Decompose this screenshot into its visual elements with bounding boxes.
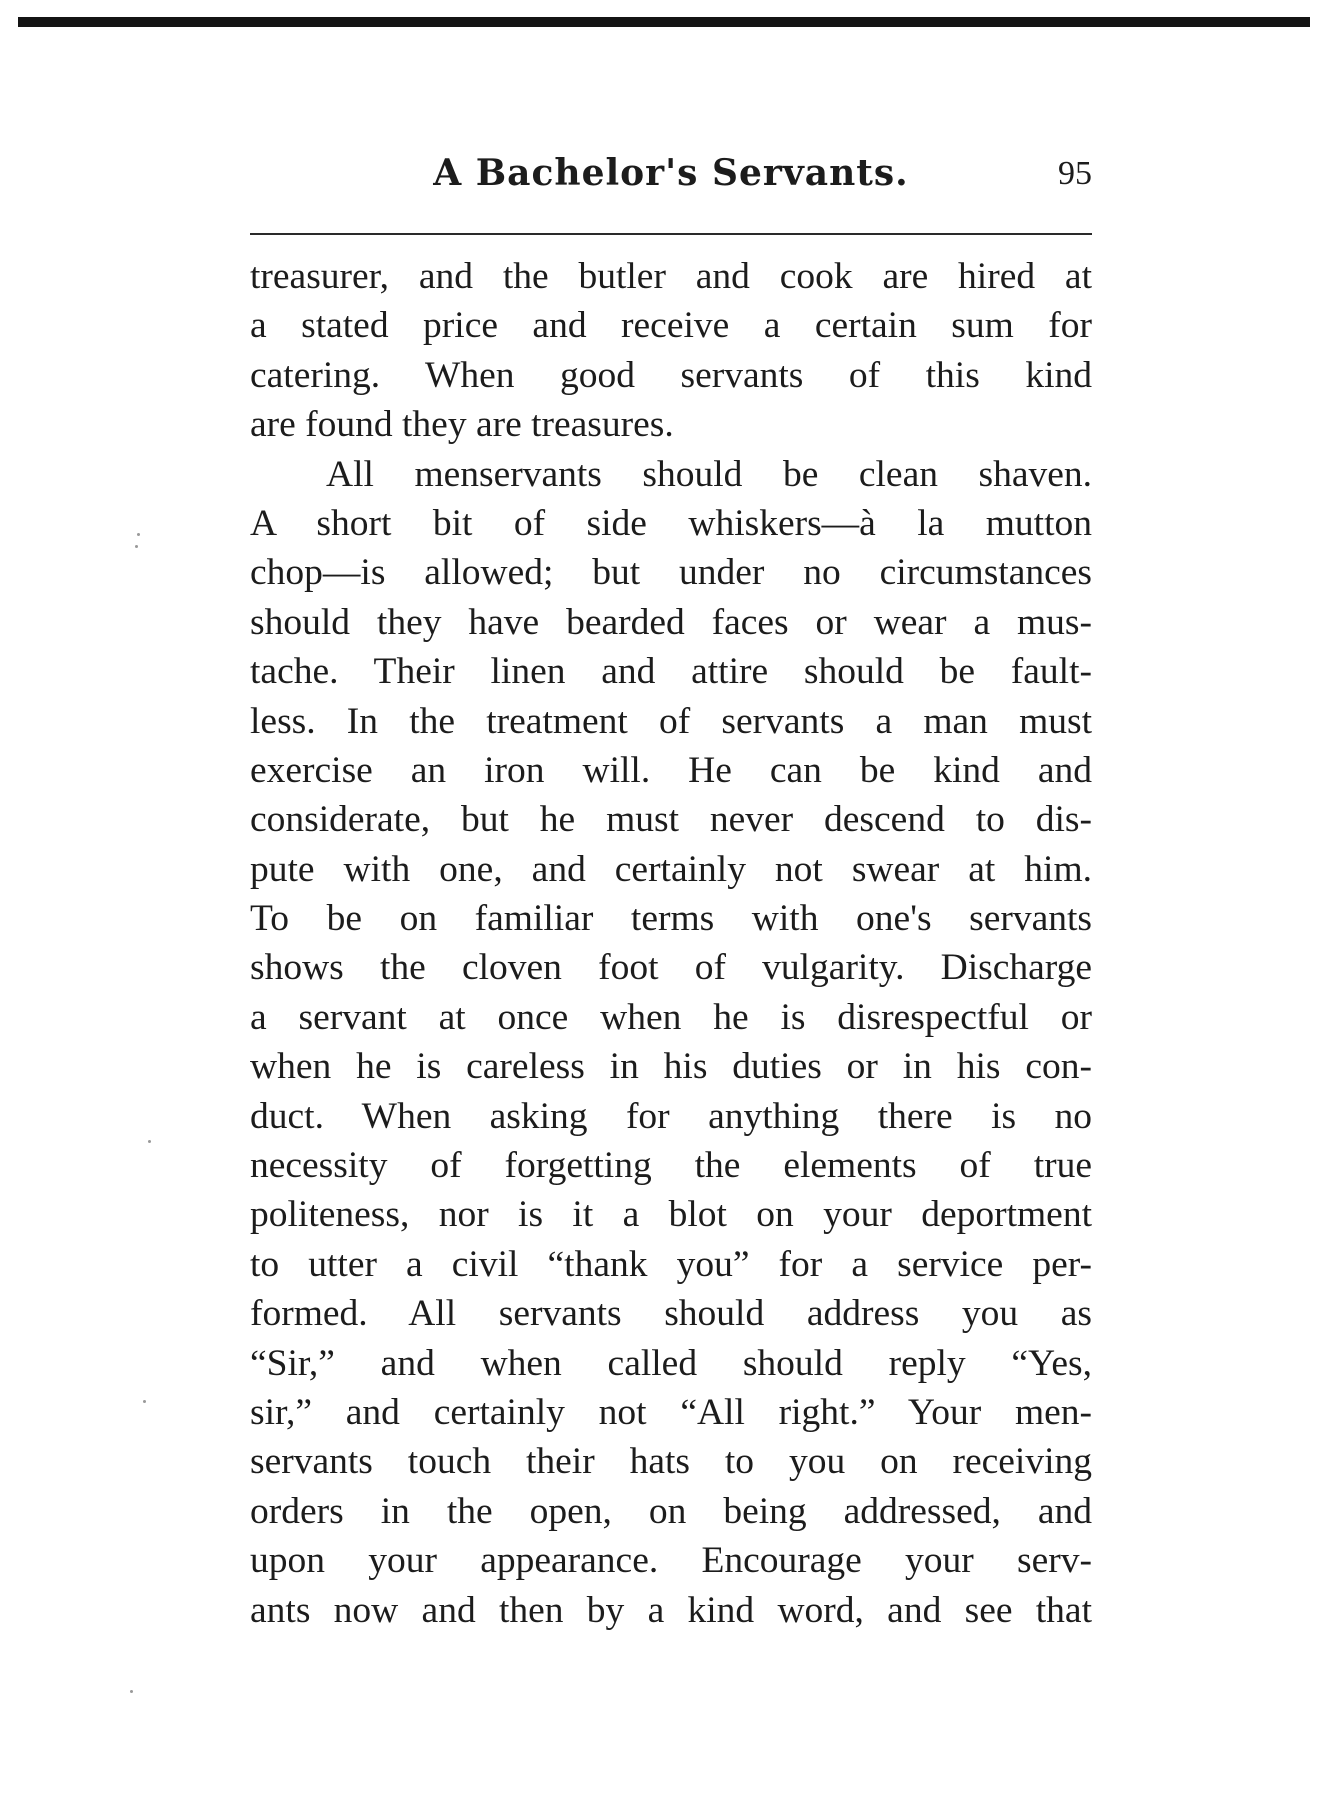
header-rule [250,233,1092,235]
page-header [250,152,1092,216]
text-line: ants now and then by a kind word, and see that [250,1589,1092,1631]
text-line: To be on familiar terms with one's servants [250,898,1092,940]
text-line: are found they are treasures. [250,404,674,446]
text-line: necessity of forgetting the elements of true [250,1145,1092,1187]
scan-speck [148,1140,151,1143]
text-line: a servant at once when he is disrespectful or [250,996,1092,1038]
top-scan-bar [18,17,1310,27]
text-line: A short bit of side whiskers—à la mutton [250,502,1092,544]
text-line: sir,” and certainly not “All right.” Your men- [250,1391,1092,1433]
text-line: upon your appearance. Encourage your serv- [250,1540,1092,1582]
text-line: catering. When good servants of this kind [250,354,1092,396]
text-line: formed. All servants should address you as [250,1293,1092,1335]
page-number: 95 [1058,155,1092,192]
text-line: treasurer, and the butler and cook are hired at [250,256,1092,297]
text-line: exercise an iron will. He can be kind and [250,749,1092,791]
scan-speck [130,1690,133,1693]
text-line: less. In the treatment of servants a man must [250,700,1092,742]
text-line: “Sir,” and when called should reply “Yes, [250,1342,1092,1384]
text-line: servants touch their hats to you on receiving [250,1441,1092,1483]
text-line: orders in the open, on being addressed, and [250,1490,1092,1532]
text-line: politeness, nor is it a blot on your deportment [250,1194,1092,1236]
text-line: duct. When asking for anything there is no [250,1095,1092,1137]
text-line: a stated price and receive a certain sum for [250,305,1092,347]
scan-speck [137,533,140,536]
text-line: pute with one, and certainly not swear at him. [250,848,1092,890]
text-line: considerate, but he must never descend to dis- [250,799,1092,841]
scan-speck [143,1400,146,1403]
body-text [250,252,1092,1635]
text-line: should they have bearded faces or wear a mus- [250,601,1092,643]
text-line: to utter a civil “thank you” for a service per- [250,1243,1092,1285]
text-line: All menservants should be clean shaven. [326,453,1092,495]
text-line: when he is careless in his duties or in his con- [250,1046,1092,1088]
running-title: A Bachelor's Servants. [433,152,909,194]
text-line: shows the cloven foot of vulgarity. Discharge [250,947,1092,989]
text-line: tache. Their linen and attire should be fault- [250,651,1092,693]
scan-speck [135,545,138,548]
text-line: chop—is allowed; but under no circumstances [250,552,1092,594]
